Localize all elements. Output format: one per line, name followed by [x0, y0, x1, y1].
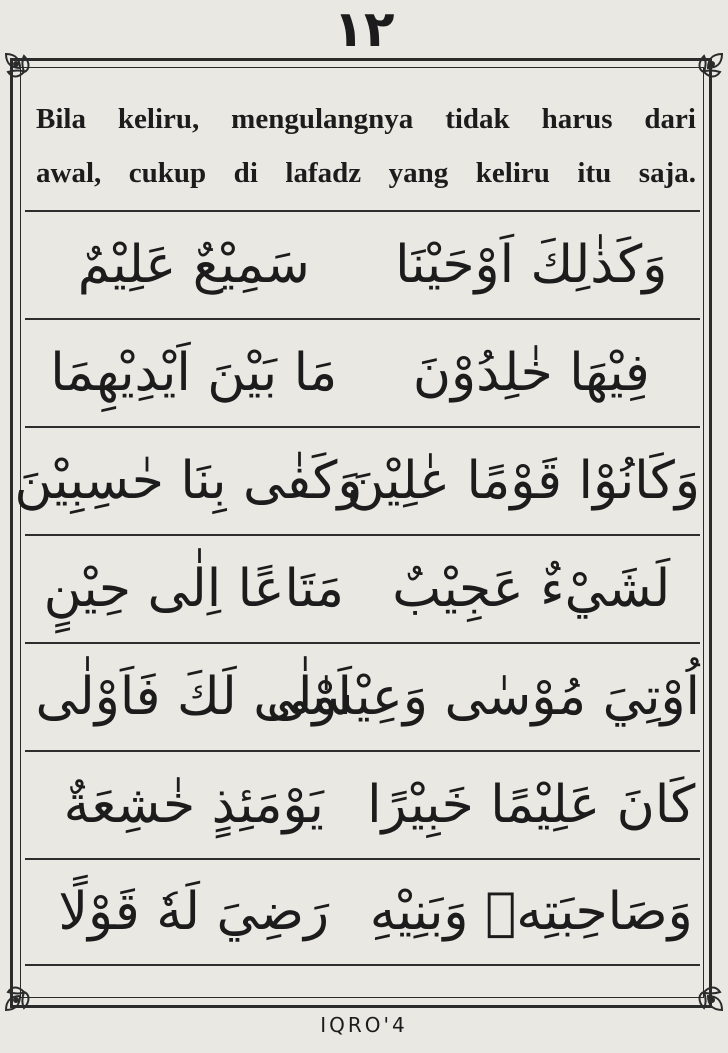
phrase-left: وَكَفٰى بِنَا حٰسِبِيْنَ [14, 451, 363, 511]
page-number: ١٢ [333, 0, 395, 58]
table-row [25, 858, 700, 966]
corner-ornament-icon [2, 50, 46, 94]
phrase-right: وَكَانُوْا قَوْمًا عٰلِيْنَ [346, 451, 700, 511]
phrase-right: وَصَاحِبَتِهٖ وَبَنِيْهِ [369, 882, 693, 942]
table-row [25, 534, 700, 642]
phrase-left: رَضِيَ لَهٗ قَوْلًا [58, 882, 330, 942]
phrase-right: اُوْتِيَ مُوْسٰى وَعِيْسٰى [266, 667, 700, 727]
book-footer: IQRO'4 [320, 1013, 408, 1037]
table-row [25, 750, 700, 858]
instructions-line-2: awal, cukup di lafadz yang keliru itu saja. [36, 157, 696, 189]
instructions-text [36, 92, 696, 200]
corner-ornament-icon [682, 50, 726, 94]
table-row [25, 642, 700, 750]
phrase-right: وَكَذٰلِكَ اَوْحَيْنَا [395, 235, 668, 295]
phrase-right: فِيْهَا خٰلِدُوْنَ [412, 343, 650, 403]
practice-table [14, 210, 700, 966]
corner-ornament-icon [682, 970, 726, 1014]
table-row [25, 210, 700, 318]
phrase-left: مَتَاعًا اِلٰى حِيْنٍ [43, 559, 344, 619]
table-row [25, 318, 700, 426]
phrase-left: اَوْلٰى لَكَ فَاَوْلٰى [35, 667, 352, 727]
phrase-left: يَوْمَئِذٍ خٰشِعَةٌ [63, 775, 324, 835]
table-row [14, 426, 700, 534]
instructions-line-1: Bila keliru, mengulangnya tidak harus dari [36, 103, 696, 135]
phrase-right: لَشَيْءٌ عَجِيْبٌ [392, 559, 671, 619]
phrase-left: سَمِيْعٌ عَلِيْمٌ [77, 235, 310, 295]
phrase-right: كَانَ عَلِيْمًا خَبِيْرًا [367, 775, 696, 835]
corner-ornament-icon [2, 970, 46, 1014]
phrase-left: مَا بَيْنَ اَيْدِيْهِمَا [50, 343, 338, 403]
